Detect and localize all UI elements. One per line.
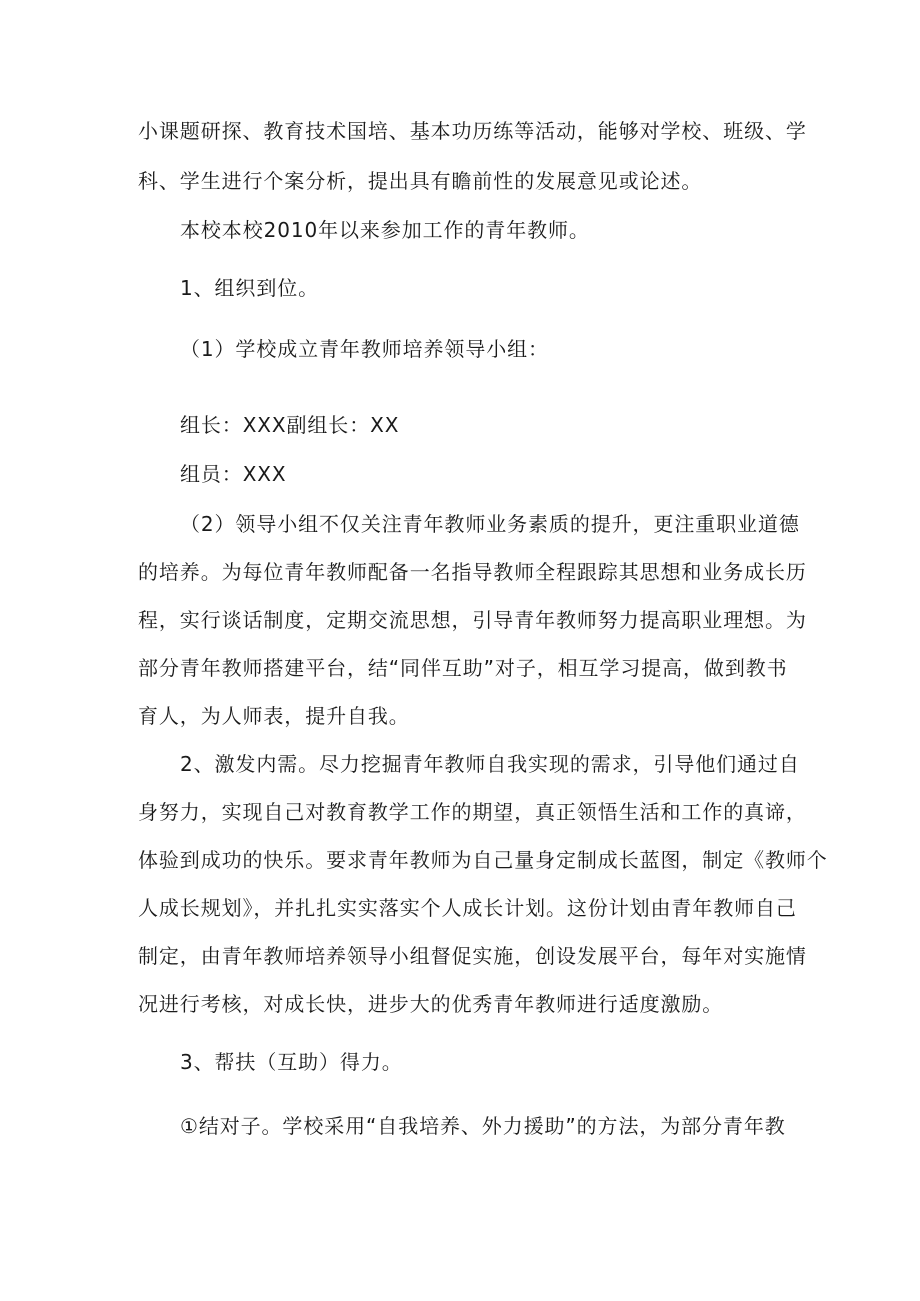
- body-text-line: 体验到成功的快乐。要求青年教师为自己量身定制成长蓝图，制定《教师个: [138, 848, 828, 872]
- section-heading: 3、帮扶（互助）得力。: [180, 1050, 403, 1074]
- body-text-line: 小课题研探、教育技术国培、基本功历练等活动，能够对学校、班级、学: [138, 119, 807, 143]
- body-text-line: 程，实行谈话制度，定期交流思想，引导青年教师努力提高职业理想。为: [138, 608, 807, 632]
- group-leader-line: 组长：XXX副组长：XX: [180, 413, 400, 437]
- group-member-line: 组员：XXX: [180, 462, 287, 486]
- body-text-line: 人成长规划》，并扎扎实实落实个人成长计划。这份计划由青年教师自己: [138, 896, 797, 920]
- body-text-line: （2）领导小组不仅关注青年教师业务素质的提升，更注重职业道德: [180, 512, 800, 536]
- body-text-line: 育人，为人师表，提升自我。: [138, 704, 410, 728]
- section-heading: 2、激发内需。尽力挖掘青年教师自我实现的需求，引导他们通过自: [180, 752, 800, 776]
- body-text-line: 身努力，实现自己对教育教学工作的期望，真正领悟生活和工作的真谛，: [138, 800, 807, 824]
- body-text-line: 况进行考核，对成长快，进步大的优秀青年教师进行适度激励。: [138, 992, 724, 1016]
- body-text-line: 部分青年教师搭建平台，结“同伴互助”对子，相互学习提高，做到教书: [138, 656, 788, 680]
- body-text-line: 本校本校2010年以来参加工作的青年教师。: [180, 218, 590, 242]
- body-text-line: 科、学生进行个案分析，提出具有瞻前性的发展意见或论述。: [138, 169, 703, 193]
- subsection-heading: （1）学校成立青年教师培养领导小组：: [180, 337, 549, 361]
- body-text-line: 的培养。为每位青年教师配备一名指导教师全程跟踪其思想和业务成长历: [138, 560, 807, 584]
- section-heading: 1、组织到位。: [180, 276, 320, 300]
- body-text-line: 制定，由青年教师培养领导小组督促实施，创设发展平台，每年对实施情: [138, 944, 807, 968]
- body-text-line: ①结对子。学校采用“自我培养、外力援助”的方法，为部分青年教: [180, 1114, 786, 1138]
